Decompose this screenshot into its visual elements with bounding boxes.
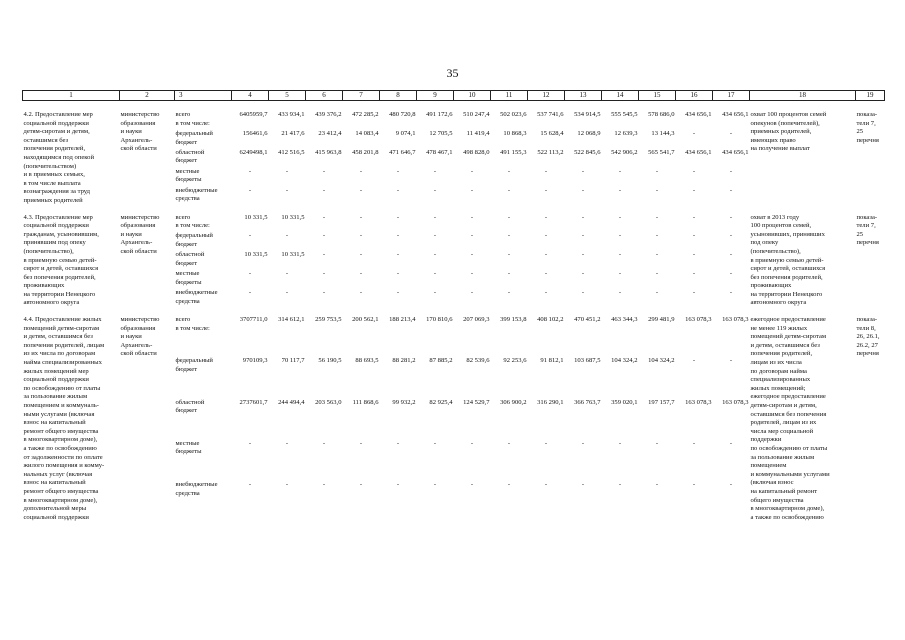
executor: министерство образования и науки Архангель- ской области <box>120 213 160 255</box>
amount-cell: 104 324,2 <box>648 357 675 365</box>
amount-cell: 163 078,3 <box>722 316 749 324</box>
amount-cell: - <box>322 289 326 297</box>
amount-cell: - <box>359 289 363 297</box>
column-number: 3 <box>175 91 232 101</box>
funding-source: внебюджетные средства <box>175 186 218 203</box>
amount-cell: - <box>285 270 289 278</box>
amount-cell: 200 562,1 <box>352 316 379 324</box>
amount-cell: - <box>322 270 326 278</box>
amount-cell: - <box>655 270 659 278</box>
amount-cell: 2737601,7 <box>239 398 268 406</box>
amount-cell: - <box>544 232 548 240</box>
amount-cell: 433 934,1 <box>278 111 305 118</box>
amount-cell: - <box>470 232 474 240</box>
funding-source: областной бюджет <box>175 251 205 267</box>
amount-cell: 470 451,2 <box>574 316 601 324</box>
amount-cell: 480 720,8 <box>389 111 416 118</box>
amount-cell: 6249498,1 <box>239 148 268 156</box>
amount-cell: - <box>692 251 696 259</box>
amount-cell: - <box>507 439 511 447</box>
amount-cell: - <box>396 213 400 221</box>
column-number: 2 <box>120 91 175 101</box>
amount-cell: - <box>507 186 511 194</box>
amount-cell: - <box>692 270 696 278</box>
amount-cell: - <box>507 251 511 259</box>
amount-cell: - <box>285 167 289 175</box>
indicator-ref: показа- тели 7, 25 перечня <box>856 111 879 144</box>
amount-cell: - <box>544 289 548 297</box>
amount-cell: - <box>359 167 363 175</box>
amount-cell: - <box>470 439 474 447</box>
amount-cell: - <box>248 439 252 447</box>
amount-cell: 12 639,3 <box>614 129 638 137</box>
amount-cell: - <box>470 213 474 221</box>
amount-cell: 244 494,4 <box>278 398 305 406</box>
amount-cell: - <box>470 167 474 175</box>
amount-cell: 10 331,5 <box>244 213 268 221</box>
amount-cell: 434 656,1 <box>685 111 712 118</box>
amount-cell: 170 810,6 <box>426 316 453 324</box>
amount-cell: 203 563,0 <box>315 398 342 406</box>
measure-name: 4.4. Предоставление жилых помещений детям-сиротам и детям, оставшимся без попечения родителей, лицам из их числа по договорам найма специализированных жилых помещений мер социальной поддержки по освобождению от платы за пользование жилым помещением и коммуналь- ными услугами (включая взнос на капитальный ремонт общего имущества в многоквартирном доме), а также по освобождению от задолженности по оплате жилого помещения и комму- нальных услуг (включая взнос на капитальный ремонт общего имущества в многоквартирном доме), дополнительной меры социальной поддержки <box>23 316 105 521</box>
amount-cell: 439 376,2 <box>315 111 342 118</box>
amount-cell: - <box>692 357 696 365</box>
amount-cell: 11 419,4 <box>466 129 490 137</box>
column-number: 15 <box>639 91 676 101</box>
amount-cell: - <box>692 213 696 221</box>
amount-cell: - <box>655 186 659 194</box>
amount-cell: 498 828,0 <box>463 148 490 156</box>
amount-cell: - <box>507 232 511 240</box>
amount-cell: - <box>655 213 659 221</box>
amount-cell: 491 155,3 <box>500 148 527 156</box>
amount-cell: - <box>433 481 437 489</box>
amount-cell: - <box>655 481 659 489</box>
amount-cell: 434 656,1 <box>722 111 749 118</box>
column-number: 7 <box>343 91 380 101</box>
amount-cell: - <box>507 289 511 297</box>
amount-cell: - <box>581 481 585 489</box>
column-number: 19 <box>856 91 885 101</box>
amount-cell: 366 763,7 <box>574 398 601 406</box>
amount-cell: - <box>618 439 622 447</box>
amount-cell: - <box>248 186 252 194</box>
amount-cell: - <box>581 232 585 240</box>
amount-cell: - <box>544 213 548 221</box>
amount-cell: 478 467,1 <box>426 148 453 156</box>
amount-cell: - <box>322 251 326 259</box>
amount-cell: - <box>433 186 437 194</box>
expected-result: охват 100 процентов семей опекунов (попечителей), приемных родителей, имеющих право на получение выплат <box>750 111 827 153</box>
amount-cell: 522 113,2 <box>537 148 564 156</box>
amount-cell: 578 686,0 <box>648 111 675 118</box>
executor: министерство образования и науки Архангель- ской области <box>120 111 160 153</box>
amount-cell: 21 417,6 <box>281 129 305 137</box>
amount-cell: - <box>692 129 696 137</box>
amount-cell: 259 753,5 <box>315 316 342 324</box>
amount-cell: - <box>359 251 363 259</box>
funding-source: всего в том числе: <box>175 111 210 127</box>
funding-source: внебюджетные средства <box>175 289 218 305</box>
amount-cell: 502 023,6 <box>500 111 527 118</box>
amount-cell: 15 628,4 <box>540 129 564 137</box>
amount-cell: - <box>655 289 659 297</box>
amount-cell: 10 331,5 <box>244 251 268 259</box>
column-number: 17 <box>713 91 750 101</box>
amount-cell: 10 331,5 <box>281 251 305 259</box>
amount-cell: 99 932,2 <box>392 398 416 406</box>
amount-cell: 537 741,6 <box>537 111 564 118</box>
column-number: 8 <box>380 91 417 101</box>
column-number: 12 <box>528 91 565 101</box>
page-number: 35 <box>446 66 459 80</box>
amount-cell: 399 153,8 <box>500 316 527 324</box>
amount-cell: 163 078,3 <box>722 398 749 406</box>
amount-cell: 534 914,5 <box>574 111 601 118</box>
amount-cell: 458 201,8 <box>352 148 379 156</box>
amount-cell: 188 213,4 <box>389 316 416 324</box>
amount-cell: - <box>248 481 252 489</box>
amount-cell: - <box>692 186 696 194</box>
amount-cell: - <box>470 289 474 297</box>
column-number-row <box>23 91 885 101</box>
amount-cell: - <box>692 167 696 175</box>
amount-cell: - <box>248 232 252 240</box>
amount-cell: 970109,3 <box>242 357 268 365</box>
amount-cell: - <box>692 232 696 240</box>
amount-cell: - <box>359 270 363 278</box>
column-number: 13 <box>565 91 602 101</box>
funding-source: федеральный бюджет <box>175 129 213 146</box>
table-row <box>23 214 885 233</box>
amount-cell: - <box>581 167 585 175</box>
amount-cell: - <box>729 357 733 365</box>
amount-cell: - <box>581 213 585 221</box>
amount-cell: - <box>285 232 289 240</box>
amount-cell: - <box>433 270 437 278</box>
amount-cell: 555 545,5 <box>611 111 638 118</box>
column-number: 4 <box>232 91 269 101</box>
amount-cell: 23 412,4 <box>318 129 342 137</box>
column-number: 14 <box>602 91 639 101</box>
amount-cell: - <box>433 213 437 221</box>
amount-cell: - <box>433 439 437 447</box>
amount-cell: - <box>433 167 437 175</box>
funding-source: федеральный бюджет <box>175 357 213 373</box>
amount-cell: 472 285,2 <box>352 111 379 118</box>
amount-cell: - <box>544 439 548 447</box>
column-number: 11 <box>491 91 528 101</box>
amount-cell: 9 074,1 <box>395 129 416 137</box>
measure-name: 4.3. Предоставление мер социальной поддержки гражданам, усыновившим, принявшим под опеку (попечительство), в приемную семью детей- сирот и детей, оставшихся без попечения родителей, проживающих на территории Ненецкого автономного округа <box>23 213 99 307</box>
amount-cell: 56 190,5 <box>318 357 342 365</box>
amount-cell: 471 646,7 <box>389 148 416 156</box>
amount-cell: 6405959,7 <box>239 111 268 118</box>
amount-cell: - <box>433 251 437 259</box>
column-number: 5 <box>269 91 306 101</box>
amount-cell: - <box>396 232 400 240</box>
amount-cell: - <box>692 289 696 297</box>
amount-cell: - <box>433 232 437 240</box>
funding-source: местные бюджеты <box>175 439 202 456</box>
amount-cell: 408 102,2 <box>537 316 564 324</box>
amount-cell: - <box>544 167 548 175</box>
amount-cell: - <box>248 167 252 175</box>
amount-cell: - <box>729 167 733 175</box>
amount-cell: - <box>618 481 622 489</box>
column-number: 6 <box>306 91 343 101</box>
amount-cell: - <box>544 186 548 194</box>
amount-cell: 542 906,2 <box>611 148 638 156</box>
amount-cell: - <box>581 289 585 297</box>
amount-cell: 522 845,6 <box>574 148 601 156</box>
funding-source: местные бюджеты <box>175 167 202 184</box>
amount-cell: - <box>729 186 733 194</box>
amount-cell: - <box>618 251 622 259</box>
amount-cell: - <box>655 439 659 447</box>
funding-source: местные бюджеты <box>175 270 202 286</box>
amount-cell: - <box>359 232 363 240</box>
amount-cell: - <box>359 481 363 489</box>
amount-cell: - <box>618 167 622 175</box>
amount-cell: - <box>322 167 326 175</box>
amount-cell: - <box>618 232 622 240</box>
amount-cell: 14 083,4 <box>355 129 379 137</box>
amount-cell: 415 963,8 <box>315 148 342 156</box>
amount-cell: 565 541,7 <box>648 148 675 156</box>
amount-cell: 510 247,4 <box>463 111 490 118</box>
amount-cell: - <box>396 270 400 278</box>
amount-cell: 434 656,1 <box>722 148 749 156</box>
amount-cell: - <box>729 289 733 297</box>
amount-cell: - <box>322 439 326 447</box>
amount-cell: 163 078,3 <box>685 398 712 406</box>
amount-cell: 12 705,5 <box>429 129 453 137</box>
amount-cell: - <box>322 213 326 221</box>
funding-source: областной бюджет <box>175 398 205 415</box>
amount-cell: - <box>729 439 733 447</box>
amount-cell: - <box>359 186 363 194</box>
amount-cell: - <box>470 186 474 194</box>
column-number: 10 <box>454 91 491 101</box>
funding-source: внебюджетные средства <box>175 481 218 497</box>
amount-cell: - <box>618 289 622 297</box>
funding-source: всего в том числе: <box>175 316 210 332</box>
amount-cell: - <box>581 251 585 259</box>
amount-cell: - <box>285 289 289 297</box>
amount-cell: 87 885,2 <box>429 357 453 365</box>
amount-cell: 156461,6 <box>242 129 268 137</box>
amount-cell: 111 868,6 <box>352 398 379 406</box>
table-row <box>23 111 885 130</box>
indicator-ref: показа- тели 8, 26, 26.1, 26.2, 27 перечня <box>856 316 880 358</box>
column-number: 1 <box>23 91 120 101</box>
amount-cell: 104 324,2 <box>611 357 638 365</box>
amount-cell: - <box>729 270 733 278</box>
amount-cell: 10 868,3 <box>503 129 527 137</box>
expected-result: охват в 2013 году 100 процентов семей, усыновивших, принявших под опеку (попечительство), в приемную семью детей- сирот и детей, оставшихся без попечения родителей, проживающих на территории Ненецкого автономного округа <box>750 213 826 307</box>
table-row <box>23 316 885 357</box>
amount-cell: - <box>618 213 622 221</box>
amount-cell: - <box>655 167 659 175</box>
amount-cell: 12 068,9 <box>577 129 601 137</box>
amount-cell: - <box>729 251 733 259</box>
amount-cell: - <box>507 167 511 175</box>
amount-cell: 91 812,1 <box>540 357 564 365</box>
amount-cell: 359 020,1 <box>611 398 638 406</box>
amount-cell: - <box>581 439 585 447</box>
amount-cell: - <box>396 439 400 447</box>
program-table <box>22 90 885 530</box>
amount-cell: 3707711,0 <box>239 316 268 324</box>
amount-cell: - <box>396 186 400 194</box>
column-number: 18 <box>750 91 856 101</box>
amount-cell: 316 290,1 <box>537 398 564 406</box>
amount-cell: - <box>248 270 252 278</box>
amount-cell: 10 331,5 <box>281 213 305 221</box>
amount-cell: - <box>729 232 733 240</box>
amount-cell: - <box>544 481 548 489</box>
amount-cell: - <box>692 481 696 489</box>
column-number: 16 <box>676 91 713 101</box>
amount-cell: - <box>729 213 733 221</box>
amount-cell: - <box>322 481 326 489</box>
amount-cell: - <box>396 167 400 175</box>
amount-cell: 306 900,2 <box>500 398 527 406</box>
amount-cell: - <box>618 186 622 194</box>
expected-result: ежегодное предоставление не менее 119 жилых помещений детям-сиротам и детям, оставшимся без попечения родителей, лицам из их числа по договорам найма специализированных жилых помещений; ежегодное предоставление детям-сиротам и детям, оставшимся без попечения родителей, лицам из их числа мер социальной поддержки по освобождению от платы за пользование жилым помещением и коммунальными услугами (включая взнос на капитальный ремонт общего имущества в многоквартирном доме), а также по освобождению <box>750 316 830 521</box>
amount-cell: - <box>655 251 659 259</box>
measure-name: 4.2. Предоставление мер социальной поддержки детям-сиротам и детям, оставшимся без попечения родителей, находящимся под опекой (попечительством) и в приемных семьях, в том числе выплата вознаграждения за труд приемных родителей <box>23 111 94 204</box>
amount-cell: 163 078,3 <box>685 316 712 324</box>
amount-cell: 70 117,7 <box>281 357 305 365</box>
amount-cell: - <box>470 481 474 489</box>
amount-cell: 13 144,3 <box>651 129 675 137</box>
amount-cell: - <box>544 270 548 278</box>
amount-cell: - <box>581 270 585 278</box>
amount-cell: - <box>692 439 696 447</box>
funding-source: областной бюджет <box>175 148 205 165</box>
amount-cell: - <box>359 439 363 447</box>
amount-cell: - <box>507 481 511 489</box>
amount-cell: - <box>544 251 548 259</box>
amount-cell: 124 529,7 <box>463 398 490 406</box>
column-number: 9 <box>417 91 454 101</box>
amount-cell: 92 253,6 <box>503 357 527 365</box>
amount-cell: - <box>507 270 511 278</box>
amount-cell: - <box>285 439 289 447</box>
amount-cell: - <box>396 251 400 259</box>
amount-cell: - <box>729 481 733 489</box>
amount-cell: - <box>285 186 289 194</box>
amount-cell: 88 693,5 <box>355 357 379 365</box>
funding-source: всего в том числе: <box>175 213 210 230</box>
amount-cell: 463 344,3 <box>611 316 638 324</box>
amount-cell: 197 157,7 <box>648 398 675 406</box>
amount-cell: 434 656,1 <box>685 148 712 156</box>
amount-cell: 207 069,3 <box>463 316 490 324</box>
amount-cell: 88 281,2 <box>392 357 416 365</box>
amount-cell: 103 687,5 <box>574 357 601 365</box>
amount-cell: - <box>470 270 474 278</box>
amount-cell: - <box>433 289 437 297</box>
amount-cell: 412 516,5 <box>278 148 305 156</box>
indicator-ref: показа- тели 7, 25 перечня <box>856 213 879 247</box>
amount-cell: - <box>655 232 659 240</box>
executor: министерство образования и науки Архангель- ской области <box>120 316 160 358</box>
amount-cell: 314 612,1 <box>278 316 305 324</box>
amount-cell: 82 539,6 <box>466 357 490 365</box>
amount-cell: - <box>729 129 733 137</box>
amount-cell: - <box>285 481 289 489</box>
amount-cell: - <box>359 213 363 221</box>
amount-cell: - <box>581 186 585 194</box>
amount-cell: - <box>396 289 400 297</box>
amount-cell: - <box>396 481 400 489</box>
amount-cell: - <box>618 270 622 278</box>
amount-cell: - <box>322 186 326 194</box>
amount-cell: - <box>322 232 326 240</box>
amount-cell: - <box>470 251 474 259</box>
funding-source: федеральный бюджет <box>175 232 213 249</box>
amount-cell: 299 481,9 <box>648 316 675 324</box>
amount-cell: - <box>507 213 511 221</box>
amount-cell: - <box>248 289 252 297</box>
amount-cell: 491 172,6 <box>426 111 453 118</box>
amount-cell: 82 925,4 <box>429 398 453 406</box>
